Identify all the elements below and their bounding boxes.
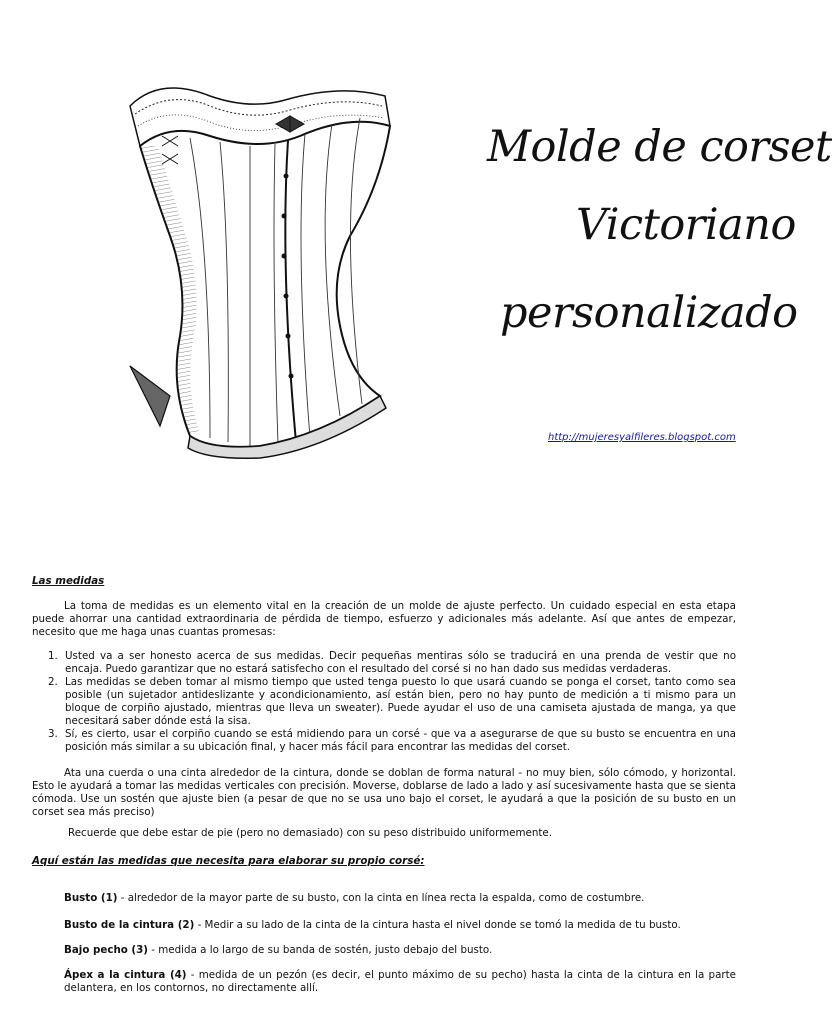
waist-tape-paragraph: Ata una cuerda o una cinta alrededor de la cintura, donde se doblan de forma natural - no muy bien, sólo cómodo, y horizontal. Esto le ayudará a tomar las medidas verticales con precisión. Moverse, doblarse de lado a lado y así sucesivamente hasta que se sienta cómoda. Use un sostén que ajuste bien (a pesar de que no se usa uno bajo el corset, le ayudará a que la posición de su busto en un corset sea más preciso): [32, 767, 736, 818]
title-line-2: Victoriano: [576, 200, 796, 250]
measurement-item: [64, 892, 736, 905]
measurement-text: - medida de un pezón (es decir, el punto máximo de su pecho) hasta la cinta de la cintura en la parte delantera, en los contornos, no directamente allí.: [64, 969, 736, 994]
measurement-label: Ápex a la cintura (4): [64, 969, 187, 981]
list-item-number: 1.: [48, 650, 58, 662]
section-heading-measurements: Aquí están las medidas que necesita para elaborar su propio corsé:: [32, 855, 425, 867]
intro-paragraph: La toma de medidas es un elemento vital en la creación de un molde de ajuste perfecto. Un cuidado especial en esta etapa puede ahorrar una cantidad extraordinaria de pérdida de tiempo, esfuerzo y adicionales más adelante. Así que antes de empezar, necesito que me haga unas cuantas promesas:: [32, 600, 736, 638]
title-line-3: personalizado: [500, 288, 798, 338]
stand-paragraph: Recuerde que debe estar de pie (pero no demasiado) con su peso distribuido uniformemente.: [68, 827, 553, 839]
measurement-label: Busto de la cintura (2): [64, 919, 195, 931]
measurement-text: - alrededor de la mayor parte de su busto, con la cinta en línea recta la espalda, como de costumbre.: [117, 892, 645, 904]
measurement-label: Busto (1): [64, 892, 118, 904]
list-item-number: 3.: [48, 728, 58, 740]
victorian-corset-illustration: [100, 66, 400, 458]
list-item-number: 2.: [48, 676, 58, 688]
title-line-1: Molde de corset: [487, 122, 832, 172]
measurement-text: - medida a lo largo de su banda de sostén, justo debajo del busto.: [148, 944, 493, 956]
list-item: [32, 650, 736, 676]
list-item-text: Usted va a ser honesto acerca de sus medidas. Decir pequeñas mentiras sólo se traducirá en una prenda de vestir que no encaja. Puedo garantizar que no estará satisfecho con el resultado del corsé si no han dado sus medidas verdaderas.: [65, 650, 736, 675]
promises-list: [32, 650, 736, 754]
list-item: [32, 728, 736, 754]
list-item-text: Las medidas se deben tomar al mismo tiempo que usted tenga puesto lo que usará cuando se ponga el corset, tanto como sea posible (un sujetador antideslizante y acondicionamiento, así están bien, pero no hay punto de medición a ti mismo para un bloque de corpiño ajustado, mientras que lleva un sweater). Puede ayudar el uso de una camiseta ajustada de manga, ya que necesitará saber dónde está la sisa.: [65, 676, 736, 727]
measurement-item: [64, 919, 736, 932]
section-heading-las-medidas: Las medidas: [32, 575, 105, 587]
measurement-label: Bajo pecho (3): [64, 944, 149, 956]
list-item-text: Sí, es cierto, usar el corpiño cuando se está midiendo para un corsé - que va a asegurarse de que su busto se encuentra en una posición más similar a su ubicación final, y hacer más fácil para encontrar las medidas del corset.: [65, 728, 736, 753]
blog-link[interactable]: http://mujeresyalfileres.blogspot.com: [548, 432, 736, 443]
measurement-item: [64, 969, 736, 995]
measurement-text: - Medir a su lado de la cinta de la cintura hasta el nivel donde se tomó la medida de tu busto.: [194, 919, 681, 931]
measurement-item: [64, 944, 736, 957]
list-item: [32, 676, 736, 728]
